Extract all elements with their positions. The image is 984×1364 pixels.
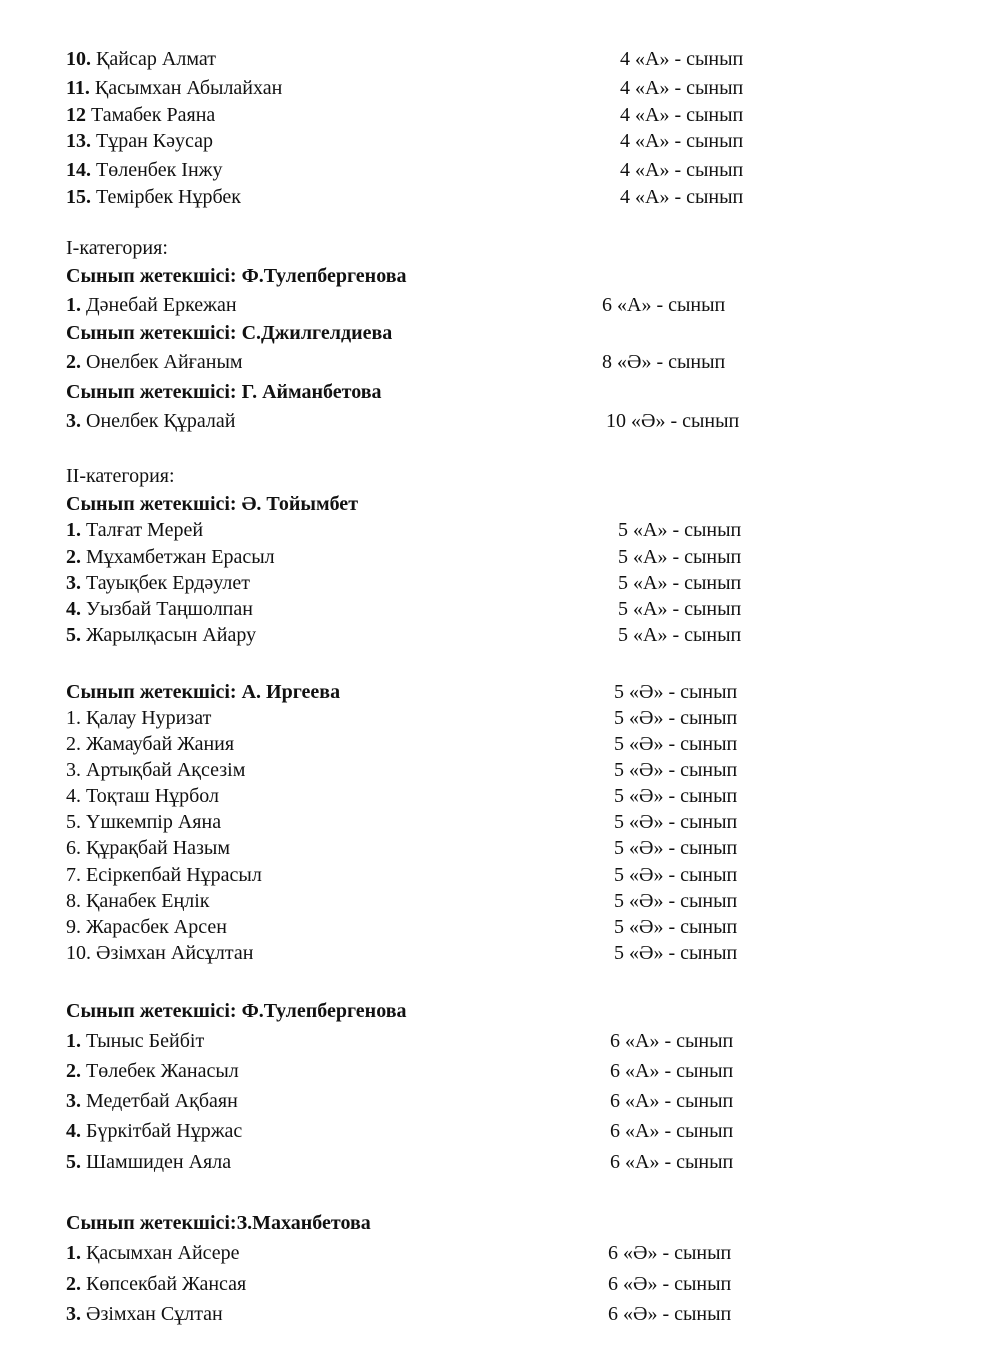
- item-number: 3.: [66, 1303, 81, 1325]
- class-label: 4 «А» - сынып: [620, 104, 744, 126]
- item-number: 1.: [66, 1242, 81, 1264]
- class-label: 5 «Ә» - сынып: [614, 890, 738, 912]
- list-item: [66, 1240, 766, 1266]
- list-item: [66, 46, 766, 72]
- list-item: [66, 1301, 766, 1327]
- student-name: Қасымхан Абылайхан: [94, 77, 283, 99]
- list-item: [66, 1058, 766, 1084]
- student-name: Бүркітбай Нұржас: [86, 1120, 243, 1142]
- list-item: [66, 888, 766, 914]
- class-label: 6 «Ә» - сынып: [608, 1242, 732, 1264]
- class-label: 5 «А» - сынып: [618, 598, 742, 620]
- list-item: [66, 292, 766, 318]
- class-label: 6 «А» - сынып: [610, 1120, 734, 1142]
- item-number: 4.: [66, 785, 81, 807]
- item-number: 4.: [66, 1120, 81, 1142]
- student-name: Медетбай Ақбаян: [86, 1090, 238, 1112]
- student-name: Жарасбек Арсен: [86, 916, 227, 938]
- student-name: Қасымхан Айсере: [86, 1242, 240, 1264]
- item-number: 1.: [66, 1030, 81, 1052]
- student-name: Үшкемпір Аяна: [86, 811, 222, 833]
- student-name: Шамшиден Аяла: [86, 1151, 232, 1173]
- item-number: 3.: [66, 410, 81, 432]
- item-number: 3.: [66, 1090, 81, 1112]
- list-item: [66, 570, 766, 596]
- student-name: Жамаубай Жания: [86, 733, 235, 755]
- class-label: 8 «Ә» - сынып: [602, 351, 726, 373]
- class-label: 6 «А» - сынып: [602, 294, 726, 316]
- list-item: [66, 783, 766, 809]
- list-item: [66, 102, 766, 128]
- list-item: [66, 914, 766, 940]
- supervisor-heading: Сынып жетекшісі: А. Иргеева: [66, 681, 341, 703]
- item-number: 13.: [66, 130, 91, 152]
- item-number: 5.: [66, 811, 81, 833]
- supervisor-heading: Сынып жетекшісі: С.Джилгелдиева: [66, 322, 393, 344]
- class-label: 6 «Ә» - сынып: [608, 1273, 732, 1295]
- student-name: Есіркепбай Нұрасыл: [86, 864, 262, 886]
- list-item: [66, 157, 766, 183]
- student-name: Құрақбай Назым: [86, 837, 231, 859]
- list-item: [66, 408, 766, 434]
- list-item: [66, 128, 766, 154]
- item-number: 15.: [66, 186, 91, 208]
- item-number: 5.: [66, 624, 81, 646]
- student-name: Қайсар Алмат: [96, 48, 216, 70]
- class-label: 5 «Ә» - сынып: [614, 733, 738, 755]
- list-item: [66, 757, 766, 783]
- class-label: 5 «Ә» - сынып: [614, 916, 738, 938]
- class-label: 6 «Ә» - сынып: [608, 1303, 732, 1325]
- item-number: 8.: [66, 890, 81, 912]
- student-name: Көпсекбай Жансая: [86, 1273, 247, 1295]
- item-number: 9.: [66, 916, 81, 938]
- item-number: 1.: [66, 294, 81, 316]
- list-item: [66, 862, 766, 888]
- item-number: 10.: [66, 48, 91, 70]
- item-number: 1.: [66, 707, 81, 729]
- class-label: 5 «А» - сынып: [618, 572, 742, 594]
- student-name: Қанабек Еңлік: [86, 890, 210, 912]
- list-item: [66, 544, 766, 570]
- list-item: [66, 75, 766, 101]
- student-name: Әзімхан Айсұлтан: [96, 942, 254, 964]
- student-name: Жарылқасын Айару: [86, 624, 257, 646]
- student-name: Төленбек Інжу: [96, 159, 223, 181]
- student-name: Онелбек Айғаным: [86, 351, 243, 373]
- list-item: [66, 731, 766, 757]
- class-label: 10 «Ә» - сынып: [606, 410, 740, 432]
- class-label: 4 «А» - сынып: [620, 48, 744, 70]
- list-item: [66, 1149, 766, 1175]
- student-name: Мұхамбетжан Ерасыл: [86, 546, 275, 568]
- item-number: 6.: [66, 837, 81, 859]
- list-item: [66, 349, 766, 375]
- list-item: [66, 835, 766, 861]
- item-number: 7.: [66, 864, 81, 886]
- item-number: 2.: [66, 1060, 81, 1082]
- supervisor-heading: Сынып жетекшісі: Ф.Тулепбергенова: [66, 265, 407, 287]
- student-name: Темірбек Нұрбек: [96, 186, 241, 208]
- class-label: 5 «Ә» - сынып: [614, 785, 738, 807]
- student-name: Қалау Нуризат: [86, 707, 212, 729]
- item-number: 4.: [66, 598, 81, 620]
- item-number: 3.: [66, 572, 81, 594]
- item-number: 10.: [66, 942, 91, 964]
- class-label: 4 «А» - сынып: [620, 77, 744, 99]
- supervisor-heading-row: [66, 679, 766, 705]
- class-label: 6 «А» - сынып: [610, 1030, 734, 1052]
- student-name: Тауықбек Ердәулет: [86, 572, 250, 594]
- list-item: [66, 705, 766, 731]
- student-name: Артықбай Ақсезім: [86, 759, 246, 781]
- class-label: 5 «Ә» - сынып: [614, 837, 738, 859]
- list-item: [66, 1028, 766, 1054]
- class-label: 5 «Ә» - сынып: [614, 811, 738, 833]
- list-item: [66, 517, 766, 543]
- class-label: 5 «Ә» - сынып: [614, 942, 738, 964]
- item-number: 14.: [66, 159, 91, 181]
- student-name: Тұран Кәусар: [96, 130, 214, 152]
- student-name: Талғат Мерей: [86, 519, 204, 541]
- list-item: [66, 596, 766, 622]
- item-number: 3.: [66, 759, 81, 781]
- item-number: 2.: [66, 733, 81, 755]
- category-title: І-категория:: [66, 237, 168, 259]
- item-number: 2.: [66, 351, 81, 373]
- class-label: 5 «Ә» - сынып: [614, 864, 738, 886]
- student-name: Онелбек Құралай: [86, 410, 236, 432]
- student-name: Төлебек Жанасыл: [86, 1060, 239, 1082]
- item-number: 11.: [66, 77, 90, 99]
- student-name: Тоқташ Нұрбол: [86, 785, 220, 807]
- class-label: 4 «А» - сынып: [620, 186, 744, 208]
- list-item: [66, 1088, 766, 1114]
- item-number: 1.: [66, 519, 81, 541]
- list-item: [66, 940, 766, 966]
- item-number: 2.: [66, 1273, 81, 1295]
- class-label: 5 «А» - сынып: [618, 546, 742, 568]
- supervisor-heading: Сынып жетекшісі:З.Маханбетова: [66, 1212, 371, 1234]
- student-name: Тамабек Раяна: [91, 104, 216, 126]
- student-name: Тыныс Бейбіт: [86, 1030, 205, 1052]
- class-label: 6 «А» - сынып: [610, 1060, 734, 1082]
- class-label: 5 «Ә» - сынып: [614, 707, 738, 729]
- supervisor-heading: Сынып жетекшісі: Ә. Тойымбет: [66, 493, 359, 515]
- student-name: Әзімхан Сұлтан: [86, 1303, 223, 1325]
- class-label: 4 «А» - сынып: [620, 159, 744, 181]
- item-number: 12: [66, 104, 86, 126]
- student-name: Дәнебай Еркежан: [86, 294, 237, 316]
- class-label: 4 «А» - сынып: [620, 130, 744, 152]
- class-label: 6 «А» - сынып: [610, 1090, 734, 1112]
- class-label: 5 «А» - сынып: [618, 624, 742, 646]
- class-label: 5 «Ә» - сынып: [614, 681, 738, 703]
- class-label: 6 «А» - сынып: [610, 1151, 734, 1173]
- supervisor-heading: Сынып жетекшісі: Ф.Тулепбергенова: [66, 1000, 407, 1022]
- student-name: Уызбай Таңшолпан: [86, 598, 253, 620]
- list-item: [66, 1118, 766, 1144]
- supervisor-heading: Сынып жетекшісі: Г. Айманбетова: [66, 381, 382, 403]
- list-item: [66, 1271, 766, 1297]
- class-label: 5 «Ә» - сынып: [614, 759, 738, 781]
- class-label: 5 «А» - сынып: [618, 519, 742, 541]
- item-number: 2.: [66, 546, 81, 568]
- list-item: [66, 809, 766, 835]
- list-item: [66, 184, 766, 210]
- category-title: ІІ-категория:: [66, 465, 175, 487]
- list-item: [66, 622, 766, 648]
- item-number: 5.: [66, 1151, 81, 1173]
